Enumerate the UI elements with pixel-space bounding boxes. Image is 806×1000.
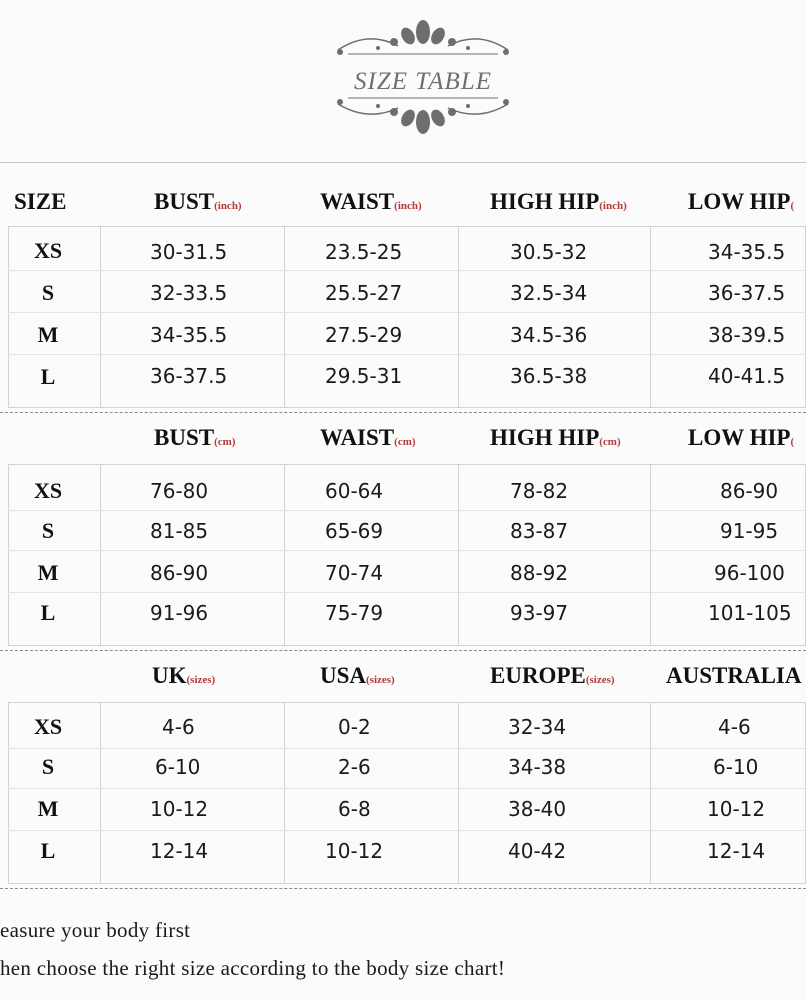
column-header-uk: UK(sizes) (152, 663, 216, 688)
table-cell: 76-80 (150, 479, 209, 503)
table-grid (8, 226, 806, 408)
column-header-australia: AUSTRALIA (666, 663, 802, 688)
size-label-xs: XS (33, 714, 63, 739)
table-cell: 83-87 (510, 519, 569, 543)
table-cell: 12-14 (150, 839, 209, 863)
dashed-divider (0, 412, 806, 413)
row-divider (8, 788, 806, 789)
size-column-header: SIZE (14, 189, 67, 214)
column-header-bust: BUST(cm) (154, 425, 236, 450)
table-grid (8, 464, 806, 646)
table-cell: 10-12 (325, 839, 384, 863)
table-cell: 91-96 (150, 601, 209, 625)
column-divider (284, 226, 285, 408)
column-header-waist: WAIST(cm) (320, 425, 416, 450)
row-divider (8, 592, 806, 593)
table-cell: 81-85 (150, 519, 209, 543)
section-international (0, 656, 806, 888)
table-cell: 34-35.5 (150, 323, 228, 347)
column-divider (650, 226, 651, 408)
table-cell: 32-33.5 (150, 281, 228, 305)
column-divider (458, 226, 459, 408)
column-divider (100, 464, 101, 646)
table-cell: 32-34 (508, 715, 567, 739)
column-divider (650, 702, 651, 884)
table-cell: 10-12 (707, 797, 766, 821)
section-inch (0, 182, 806, 412)
table-cell: 6-10 (155, 755, 201, 779)
column-divider (284, 702, 285, 884)
column-divider (650, 464, 651, 646)
size-label-s: S (41, 518, 55, 543)
row-divider (8, 270, 806, 271)
column-header-europe: EUROPE(sizes) (490, 663, 615, 688)
column-header-usa: USA(sizes) (320, 663, 395, 688)
table-cell: 6-10 (713, 755, 759, 779)
size-label-l: L (40, 600, 56, 625)
size-label-s: S (41, 280, 55, 305)
column-divider (458, 464, 459, 646)
table-cell: 29.5-31 (325, 364, 403, 388)
table-cell: 70-74 (325, 561, 384, 585)
size-label-xs: XS (33, 238, 63, 263)
table-cell: 34-35.5 (708, 240, 786, 264)
table-cell: 36.5-38 (510, 364, 588, 388)
table-cell: 27.5-29 (325, 323, 403, 347)
row-divider (8, 830, 806, 831)
table-cell: 25.5-27 (325, 281, 403, 305)
table-cell: 10-12 (150, 797, 209, 821)
column-header-high-hip: HIGH HIP(inch) (490, 189, 627, 214)
row-divider (8, 550, 806, 551)
table-cell: 91-95 (720, 519, 779, 543)
size-table-header (318, 10, 528, 140)
table-cell: 36-37.5 (708, 281, 786, 305)
table-cell: 96-100 (714, 561, 785, 585)
column-header-low-hip: LOW HIP( (688, 189, 795, 214)
size-label-xs: XS (33, 478, 63, 503)
table-cell: 93-97 (510, 601, 569, 625)
size-label-l: L (40, 364, 56, 389)
table-cell: 78-82 (510, 479, 569, 503)
table-cell: 40-42 (508, 839, 567, 863)
table-grid (8, 702, 806, 884)
size-label-l: L (40, 838, 56, 863)
table-cell: 32.5-34 (510, 281, 588, 305)
table-cell: 38-39.5 (708, 323, 786, 347)
footer-note-choose: hen choose the right size according to the body size chart! (0, 956, 506, 980)
column-divider (458, 702, 459, 884)
row-divider (8, 748, 806, 749)
row-divider (8, 510, 806, 511)
column-header-high-hip: HIGH HIP(cm) (490, 425, 621, 450)
dashed-divider (0, 650, 806, 651)
column-header-low-hip: LOW HIP( (688, 425, 795, 450)
dashed-divider (0, 888, 806, 889)
table-cell: 12-14 (707, 839, 766, 863)
table-cell: 65-69 (325, 519, 384, 543)
size-label-m: M (37, 796, 59, 821)
column-divider (100, 226, 101, 408)
table-cell: 88-92 (510, 561, 569, 585)
table-cell: 60-64 (325, 479, 384, 503)
section-cm (0, 418, 806, 650)
table-cell: 30-31.5 (150, 240, 228, 264)
table-cell: 86-90 (150, 561, 209, 585)
table-cell: 23.5-25 (325, 240, 403, 264)
size-label-s: S (41, 754, 55, 779)
table-cell: 36-37.5 (150, 364, 228, 388)
column-header-waist: WAIST(inch) (320, 189, 422, 214)
table-cell: 101-105 (708, 601, 792, 625)
row-divider (8, 312, 806, 313)
column-divider (100, 702, 101, 884)
table-cell: 75-79 (325, 601, 384, 625)
size-table-title: SIZE TABLE (353, 68, 492, 95)
row-divider (8, 354, 806, 355)
column-header-bust: BUST(inch) (154, 189, 242, 214)
table-cell: 4-6 (162, 715, 195, 739)
table-cell: 0-2 (338, 715, 371, 739)
column-divider (284, 464, 285, 646)
divider (0, 162, 806, 163)
table-cell: 34.5-36 (510, 323, 588, 347)
size-label-m: M (37, 560, 59, 585)
table-cell: 40-41.5 (708, 364, 786, 388)
footer-note-measure: easure your body first (0, 918, 191, 942)
table-cell: 6-8 (338, 797, 371, 821)
table-cell: 30.5-32 (510, 240, 588, 264)
table-cell: 2-6 (338, 755, 371, 779)
table-cell: 38-40 (508, 797, 567, 821)
table-cell: 34-38 (508, 755, 567, 779)
table-cell: 4-6 (718, 715, 751, 739)
size-label-m: M (37, 322, 59, 347)
table-cell: 86-90 (720, 479, 779, 503)
